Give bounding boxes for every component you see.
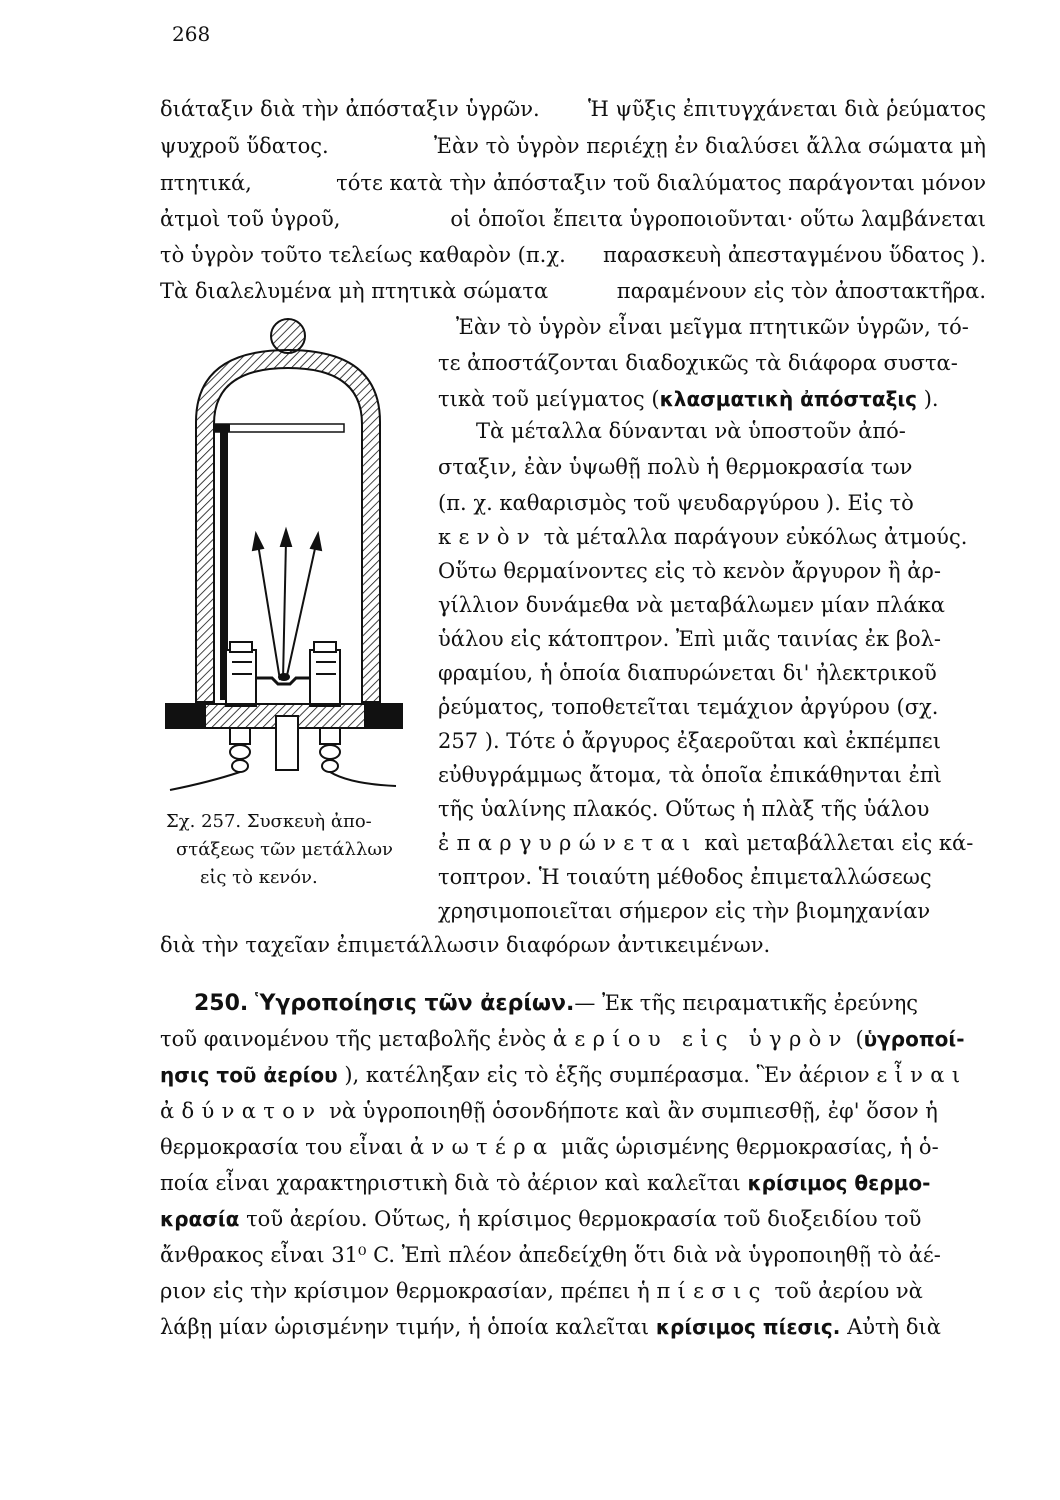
text-line: ἀδύνατον νὰ ὑγροποιηθῇ ὁσονδήποτε καὶ ἂν συμπιεσθῇ, ἐφ' ὅσον ἡ (160, 1099, 938, 1123)
text-line: ησις τοῦ ἀερίου ), κατέληξαν εἰς τὸ ἑξῆς συμπέρασμα. Ἓν ἀέριον εἶναι (160, 1063, 968, 1087)
text-line: ἀτμοὶ τοῦ ὑγροῦ, οἱ ὁποῖοι ἔπειτα ὑγροποιοῦνται· οὕτω λαμβάνεται (160, 207, 986, 231)
terminal-right (320, 728, 340, 772)
text-line: διάταξιν διὰ τὴν ἀπόσταξιν ὑγρῶν. Ἡ ψῦξις ἐπιτυγχάνεται διὰ ῥεύματος (160, 97, 986, 121)
section-heading-line: 250. Ὑγροποίησις τῶν ἀερίων.— Ἐκ τῆς πειραματικῆς ἐρεύνης (194, 991, 919, 1016)
text-line: ἐπαργυρώνεται καὶ μεταβάλλεται εἰς κά- (438, 831, 974, 855)
text-line: θερμοκρασία του εἶναι ἀνωτέρα μιᾶς ὡρισμένης θερμοκρασίας, ἡ ὁ- (160, 1135, 939, 1159)
bell-jar-knob (271, 319, 305, 353)
section-number: 250. (194, 991, 249, 1016)
electrode-left (226, 642, 256, 706)
text-line: τικὰ τοῦ μείγματος (κλασματικὴ ἀπόσταξις ). (438, 387, 939, 411)
electrode-right (310, 642, 340, 706)
glass-plate (214, 424, 344, 432)
text-line: Τὰ διαλελυμένα μὴ πτητικὰ σώματα παραμένουν εἰς τὸν ἀποστακτῆρα. (160, 279, 986, 303)
terminal-left (230, 728, 250, 772)
text-line: κρασία τοῦ ἀερίου. Οὕτως, ἡ κρίσιμος θερμοκρασία τοῦ διοξειδίου τοῦ (160, 1207, 922, 1231)
pump-tube (276, 716, 298, 770)
wire-left (170, 772, 240, 790)
silver-piece (278, 673, 290, 681)
text-line: ψυχροῦ ὕδατος. Ἐὰν τὸ ὑγρὸν περιέχῃ ἐν διαλύσει ἄλλα σώματα μὴ (160, 134, 986, 158)
section-title: Ὑγροποίησις τῶν ἀερίων. (254, 991, 575, 1016)
text-line: τὸ ὑγρὸν τοῦτο τελείως καθαρὸν (π.χ. παρασκευὴ ἀπεσταγμένου ὕδατος ). (160, 243, 986, 267)
wire-right (330, 772, 396, 786)
text-line: τοῦ φαινομένου τῆς μεταβολῆς ἑνὸς ἀερίου εἰς ὑγρὸν (ὑγροποί- (160, 1027, 965, 1051)
page-number: 268 (172, 22, 211, 46)
text-line: κενὸν τὰ μέταλλα παράγουν εὐκόλως ἀτμούς. (438, 525, 968, 549)
text-line: ριον εἰς τὴν κρίσιμον θερμοκρασίαν, πρέπει ἡ πίεσις τοῦ ἀερίου νὰ (160, 1279, 923, 1303)
text-line: ποία εἶναι χαρακτηριστικὴ διὰ τὸ ἀέριον καὶ καλεῖται κρίσιμος θερμο- (160, 1171, 931, 1195)
vacuum-distillation-apparatus-figure (160, 312, 405, 792)
text-line: λάβῃ μίαν ὡρισμένην τιμήν, ἡ ὁποία καλεῖται κρίσιμος πίεσις. Αὐτὴ διὰ (160, 1315, 941, 1339)
text-line: πτητικά, τότε κατὰ τὴν ἀπόσταξιν τοῦ διαλύματος παράγονται μόνον (160, 171, 986, 195)
